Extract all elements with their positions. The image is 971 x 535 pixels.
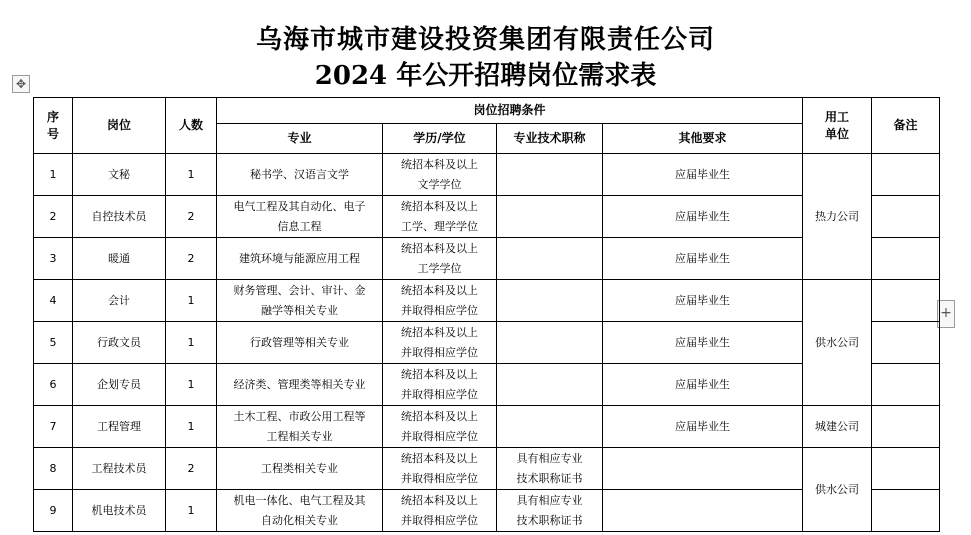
cell-major: 建筑环境与能源应用工程	[217, 238, 383, 280]
cell-major: 电气工程及其自动化、电子 信息工程	[217, 196, 383, 238]
page-subtitle: 2024 年公开招聘岗位需求表	[314, 61, 657, 91]
header-count: 人数	[166, 98, 217, 154]
cell-no: 2	[34, 196, 73, 238]
cell-other	[603, 490, 803, 532]
cell-count: 1	[166, 322, 217, 364]
cell-major: 经济类、管理类等相关专业	[217, 364, 383, 406]
cell-post: 自控技术员	[73, 196, 166, 238]
cell-post: 企划专员	[73, 364, 166, 406]
table-row	[34, 280, 940, 322]
cell-remarks	[872, 154, 940, 196]
cell-count: 1	[166, 490, 217, 532]
table-row	[34, 448, 940, 490]
cell-remarks	[872, 490, 940, 532]
cell-post: 会计	[73, 280, 166, 322]
cell-remarks	[872, 364, 940, 406]
page-title: 乌海市城市建设投资集团有限责任公司	[255, 25, 715, 55]
cell-major: 财务管理、会计、审计、金 融学等相关专业	[217, 280, 383, 322]
cell-education: 统招本科及以上 工学、理学学位	[383, 196, 497, 238]
cell-major: 机电一体化、电气工程及其 自动化相关专业	[217, 490, 383, 532]
cell-other: 应届毕业生	[603, 364, 803, 406]
cell-title-req	[497, 154, 603, 196]
cell-no: 8	[34, 448, 73, 490]
cell-remarks	[872, 406, 940, 448]
cell-remarks	[872, 196, 940, 238]
header-major: 专业	[217, 124, 383, 154]
cell-employer: 热力公司	[803, 154, 872, 280]
cell-no: 1	[34, 154, 73, 196]
cell-education: 统招本科及以上 并取得相应学位	[383, 364, 497, 406]
cell-title-req	[497, 280, 603, 322]
table-row	[34, 154, 940, 196]
cell-employer: 供水公司	[803, 448, 872, 532]
header-post: 岗位	[73, 98, 166, 154]
cell-education: 统招本科及以上 并取得相应学位	[383, 448, 497, 490]
cell-title-req: 具有相应专业 技术职称证书	[497, 448, 603, 490]
cell-post: 文秘	[73, 154, 166, 196]
cell-count: 2	[166, 448, 217, 490]
cell-title-req	[497, 406, 603, 448]
cell-education: 统招本科及以上 并取得相应学位	[383, 280, 497, 322]
cell-title-req	[497, 364, 603, 406]
cell-employer: 供水公司	[803, 280, 872, 406]
cell-count: 1	[166, 280, 217, 322]
cell-count: 2	[166, 238, 217, 280]
cell-count: 1	[166, 154, 217, 196]
cell-employer: 城建公司	[803, 406, 872, 448]
cell-major: 工程类相关专业	[217, 448, 383, 490]
cell-post: 行政文员	[73, 322, 166, 364]
cell-post: 工程管理	[73, 406, 166, 448]
cell-other: 应届毕业生	[603, 406, 803, 448]
recruitment-table	[33, 97, 940, 532]
move-arrows-icon[interactable]: ✥	[12, 75, 30, 93]
cell-no: 7	[34, 406, 73, 448]
cell-post: 暖通	[73, 238, 166, 280]
cell-title-req: 具有相应专业 技术职称证书	[497, 490, 603, 532]
cell-other	[603, 448, 803, 490]
header-remarks: 备注	[872, 98, 940, 154]
cell-major: 土木工程、市政公用工程等 工程相关专业	[217, 406, 383, 448]
cell-education: 统招本科及以上 文学学位	[383, 154, 497, 196]
cell-education: 统招本科及以上 并取得相应学位	[383, 406, 497, 448]
cell-major: 行政管理等相关专业	[217, 322, 383, 364]
cell-remarks	[872, 322, 940, 364]
cell-major: 秘书学、汉语言文学	[217, 154, 383, 196]
header-employer: 用工 单位	[803, 98, 872, 154]
cell-no: 6	[34, 364, 73, 406]
header-title-req: 专业技术职称	[497, 124, 603, 154]
cell-count: 1	[166, 364, 217, 406]
cell-education: 统招本科及以上 并取得相应学位	[383, 322, 497, 364]
plus-icon[interactable]: +	[937, 300, 955, 328]
cell-other: 应届毕业生	[603, 322, 803, 364]
cell-other: 应届毕业生	[603, 280, 803, 322]
cell-remarks	[872, 238, 940, 280]
cell-title-req	[497, 322, 603, 364]
header-conditions: 岗位招聘条件	[217, 98, 803, 124]
cell-no: 9	[34, 490, 73, 532]
header-no: 序 号	[34, 98, 73, 154]
cell-remarks	[872, 280, 940, 322]
cell-count: 1	[166, 406, 217, 448]
cell-education: 统招本科及以上 并取得相应学位	[383, 490, 497, 532]
cell-no: 5	[34, 322, 73, 364]
cell-remarks	[872, 448, 940, 490]
header-education: 学历/学位	[383, 124, 497, 154]
cell-title-req	[497, 196, 603, 238]
cell-count: 2	[166, 196, 217, 238]
cell-post: 工程技术员	[73, 448, 166, 490]
cell-other: 应届毕业生	[603, 154, 803, 196]
cell-no: 4	[34, 280, 73, 322]
cell-post: 机电技术员	[73, 490, 166, 532]
table-row	[34, 406, 940, 448]
cell-other: 应届毕业生	[603, 238, 803, 280]
header-other: 其他要求	[603, 124, 803, 154]
cell-other: 应届毕业生	[603, 196, 803, 238]
cell-no: 3	[34, 238, 73, 280]
cell-title-req	[497, 238, 603, 280]
cell-education: 统招本科及以上 工学学位	[383, 238, 497, 280]
